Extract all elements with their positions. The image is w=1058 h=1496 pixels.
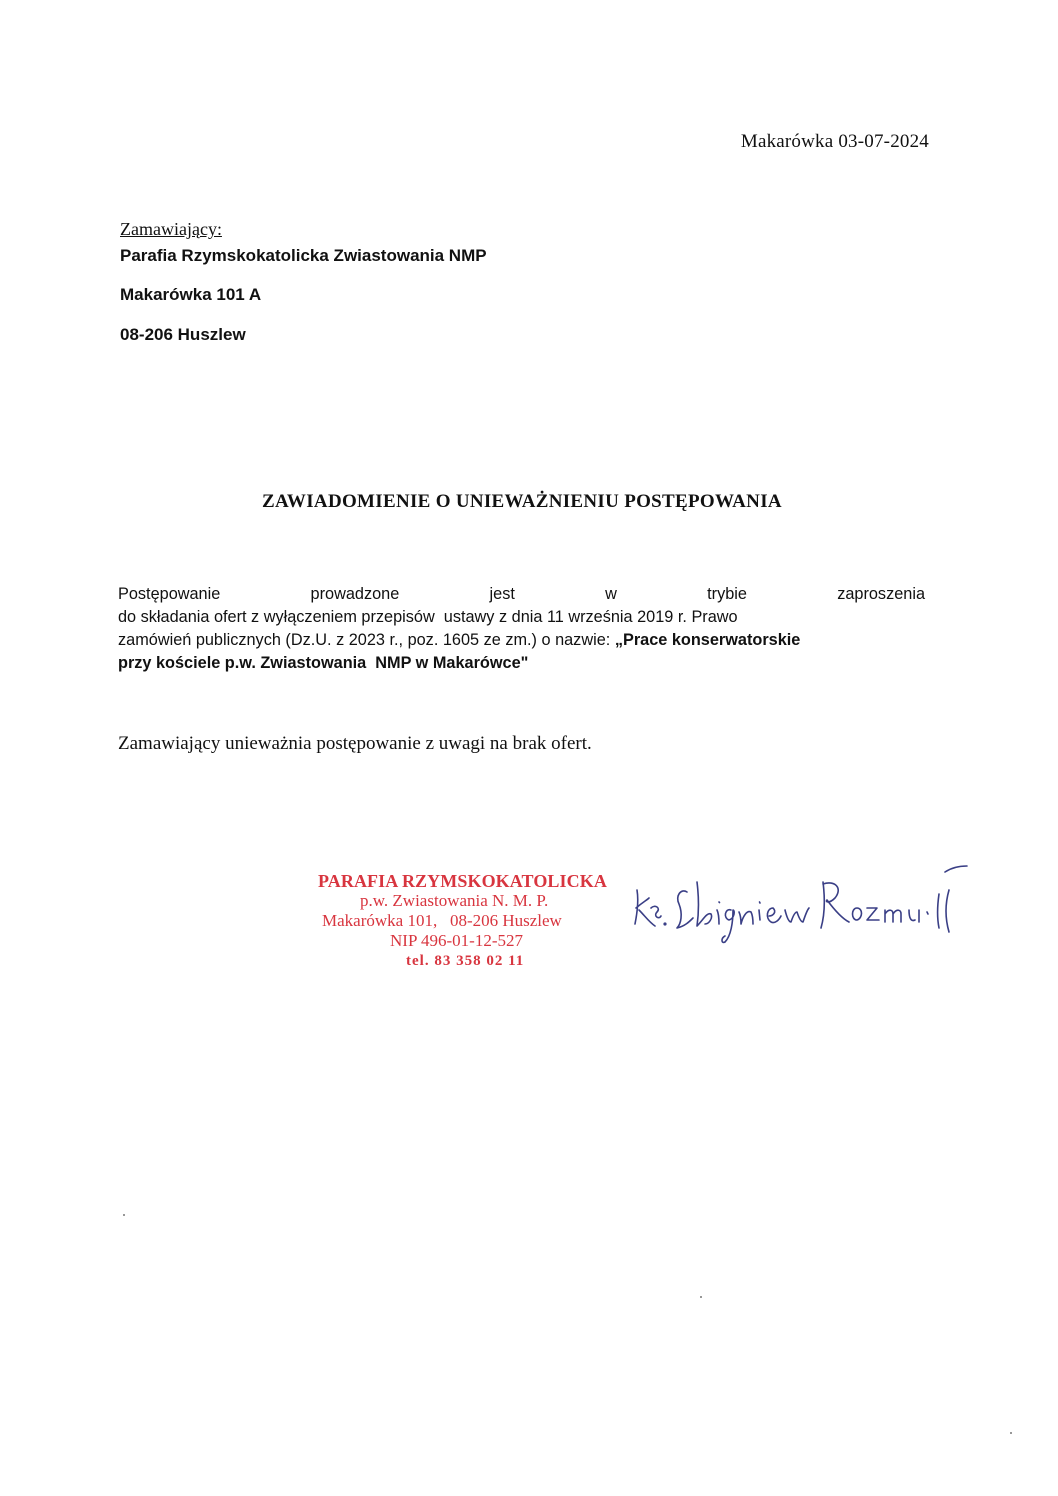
body-word: jest [489,585,515,603]
procurement-name-start: „Prace konserwatorskie [614,631,801,649]
body-paragraph [118,583,925,675]
scan-speck [700,1296,702,1298]
client-address: Makarówka 101 A [120,285,262,304]
stamp-phone: tel. 83 358 02 11 [406,953,525,969]
body-line-3-plain: zamówień publicznych (Dz.U. z 2023 r., poz. 1605 ze zm.) o nazwie: [118,631,615,649]
client-name: Parafia Rzymskokatolicka Zwiastowania NMP [120,246,487,265]
document-title: ZAWIADOMIENIE O UNIEWAŻNIENIU POSTĘPOWANIA [262,491,782,512]
body-word: trybie [707,585,747,603]
body-word: prowadzone [310,585,400,603]
stamp-dedication: p.w. Zwiastowania N. M. P. [360,891,549,910]
procurement-name-end: przy kościele p.w. Zwiastowania NMP w Makarówce" [118,654,529,672]
body-word: Postępowanie [118,585,221,603]
handwritten-signature [627,852,977,952]
body-line-2: do składania ofert z wyłączeniem przepisów ustawy z dnia 11 września 2019 r. Prawo [118,608,738,626]
stamp-address: Makarówka 101, 08-206 Huszlew [322,911,562,930]
scan-speck [1010,1432,1012,1434]
place-date: Makarówka 03-07-2024 [740,131,929,152]
body-word: w [605,585,617,603]
body-line-3 [118,629,925,652]
stamp-nip: NIP 496-01-12-527 [390,931,523,950]
client-label: Zamawiający: [120,219,222,239]
client-block [120,219,487,345]
parish-stamp [318,871,618,971]
scan-speck [123,1214,125,1216]
body-line-1 [118,583,925,606]
cancellation-statement: Zamawiający unieważnia postępowanie z uwagi na brak ofert. [118,733,592,754]
body-word: zaproszenia [837,585,925,603]
stamp-name: PARAFIA RZYMSKOKATOLICKA [318,871,607,891]
signature-drawing [627,852,977,952]
client-postal: 08-206 Huszlew [120,325,246,344]
